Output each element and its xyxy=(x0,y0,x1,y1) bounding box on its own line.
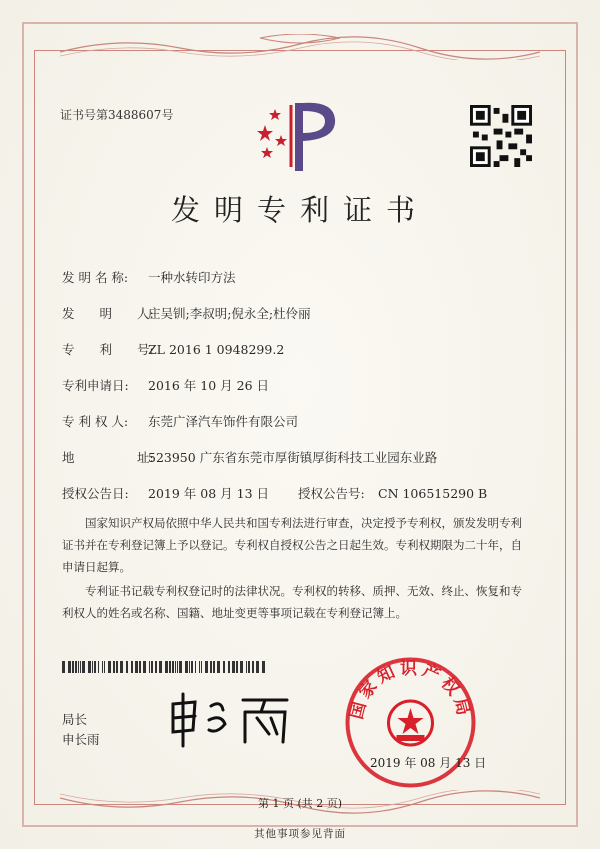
certificate-title: 发明专利证书 xyxy=(170,193,429,227)
application-date-row xyxy=(62,376,269,394)
grant-statement: 国家知识产权局依照中华人民共和国专利法进行审查，决定授予专利权，颁发发明专利证书并在专利登记簿上予以登记。专利权自授权公告之日起生效。专利权期限为二十年，自申请日起算。 xyxy=(62,516,522,574)
grant-number-row xyxy=(298,484,487,502)
signature-icon xyxy=(165,690,295,748)
invention-name-label: 发 明 名 称: xyxy=(62,270,129,285)
application-date-label: 专利申请日: xyxy=(62,378,129,393)
invention-name-row xyxy=(62,268,236,286)
application-date-value: 2016 年 10 月 26 日 xyxy=(148,378,269,393)
patentee-row xyxy=(62,412,298,430)
qr-code-icon xyxy=(470,105,532,167)
page-indicator: 第 1 页 (共 2 页) xyxy=(257,797,343,810)
grant-date-label: 授权公告日: xyxy=(62,486,129,501)
patent-number-label: 专 利 号: xyxy=(62,342,154,357)
inventors-value: 庄吴钏;李叔明;倪永全;杜伶丽 xyxy=(148,306,311,321)
patent-number-value: ZL 2016 1 0948299.2 xyxy=(148,342,285,357)
certificate-number: 证书号第3488607号 xyxy=(60,108,174,122)
patent-number-row xyxy=(62,340,284,358)
address-label: 地 址: xyxy=(62,450,154,465)
legal-status-statement: 专利证书记载专利权登记时的法律状况。专利权的转移、质押、无效、终止、恢复和专利权人的姓名或名称、国籍、地址变更等事项记载在专利登记簿上。 xyxy=(62,584,522,620)
address-row xyxy=(62,448,437,466)
grant-number-value: CN 106515290 B xyxy=(378,486,488,501)
grant-date-value: 2019 年 08 月 13 日 xyxy=(148,486,269,501)
invention-name-value: 一种水转印方法 xyxy=(148,270,236,285)
top-ornament xyxy=(60,34,540,60)
inventors-label: 发 明 人: xyxy=(62,306,154,321)
footer-note: 其他事项参见背面 xyxy=(254,828,346,840)
official-name: 申长雨 xyxy=(62,732,100,747)
svg-text:国家知识产权局: 国家知识产权局 xyxy=(346,659,475,722)
address-value: 523950 广东省东莞市厚街镇厚街科技工业园东业路 xyxy=(148,450,438,465)
grant-date-row xyxy=(62,484,269,502)
grant-number-label: 授权公告号: xyxy=(298,486,365,501)
seal-date: 2019 年 08 月 13 日 xyxy=(370,756,487,770)
official-title: 局长 xyxy=(62,712,88,727)
cnipa-logo-icon xyxy=(255,95,345,175)
inventors-row xyxy=(62,304,311,322)
patentee-value: 东莞广泽汽车饰件有限公司 xyxy=(148,414,299,429)
patentee-label: 专 利 权 人: xyxy=(62,414,129,429)
barcode-icon xyxy=(62,661,266,673)
